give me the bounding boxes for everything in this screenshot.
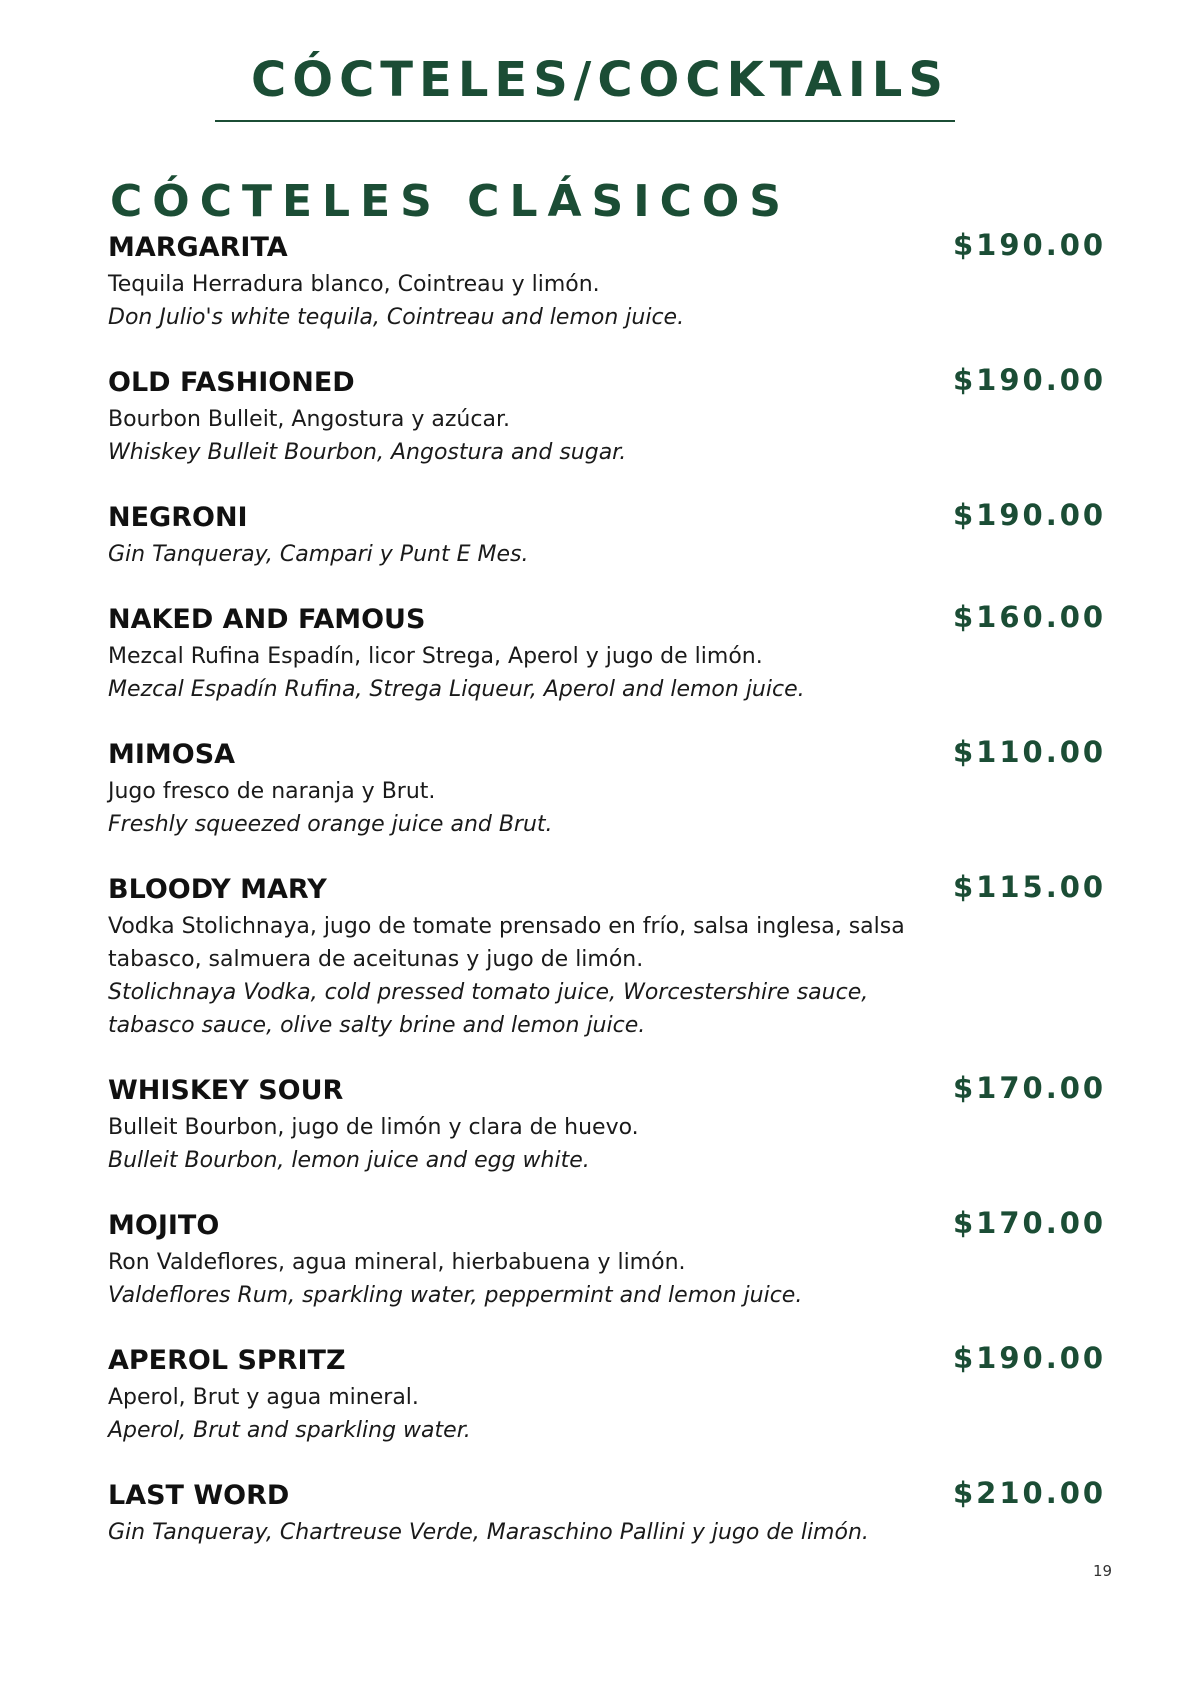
item-price: $160.00 bbox=[953, 600, 1107, 634]
item-name: OLD FASHIONED bbox=[108, 367, 355, 398]
item-description-es: Jugo fresco de naranja y Brut. bbox=[108, 779, 436, 804]
item-description-en: Mezcal Espadín Rufina, Strega Liqueur, Aperol and lemon juice. bbox=[108, 677, 805, 702]
title-divider bbox=[215, 120, 955, 122]
item-price: $170.00 bbox=[953, 1206, 1107, 1240]
item-name: WHISKEY SOUR bbox=[108, 1075, 344, 1106]
section-title: CÓCTELES CLÁSICOS bbox=[110, 176, 791, 227]
menu-item bbox=[108, 600, 1108, 706]
item-description: Gin Tanqueray, Campari y Punt E Mes. bbox=[108, 542, 529, 567]
item-price: $190.00 bbox=[953, 228, 1107, 262]
menu-item bbox=[108, 1206, 1108, 1312]
item-description-en: Aperol, Brut and sparkling water. bbox=[108, 1418, 471, 1443]
menu-item bbox=[108, 498, 1108, 571]
item-description-en: Whiskey Bulleit Bourbon, Angostura and sugar. bbox=[108, 440, 627, 465]
item-description-en: Valdeflores Rum, sparkling water, peppermint and lemon juice. bbox=[108, 1283, 803, 1308]
item-price: $190.00 bbox=[953, 363, 1107, 397]
item-description-es: Bourbon Bulleit, Angostura y azúcar. bbox=[108, 407, 510, 432]
cocktail-menu bbox=[108, 228, 1108, 1578]
item-name: LAST WORD bbox=[108, 1480, 290, 1511]
item-price: $190.00 bbox=[953, 1341, 1107, 1375]
item-price: $190.00 bbox=[953, 498, 1107, 532]
menu-item bbox=[108, 363, 1108, 469]
item-description-en: Freshly squeezed orange juice and Brut. bbox=[108, 812, 553, 837]
item-name: NAKED AND FAMOUS bbox=[108, 604, 426, 635]
menu-item bbox=[108, 228, 1108, 334]
item-price: $115.00 bbox=[953, 870, 1107, 904]
item-description-es: Ron Valdeflores, agua mineral, hierbabuena y limón. bbox=[108, 1250, 686, 1275]
menu-item bbox=[108, 1071, 1108, 1177]
item-price: $170.00 bbox=[953, 1071, 1107, 1105]
item-name: APEROL SPRITZ bbox=[108, 1345, 346, 1376]
item-price: $110.00 bbox=[953, 735, 1107, 769]
item-description-en: Don Julio's white tequila, Cointreau and lemon juice. bbox=[108, 305, 685, 330]
item-description-en: Bulleit Bourbon, lemon juice and egg white. bbox=[108, 1148, 590, 1173]
item-name: BLOODY MARY bbox=[108, 874, 327, 905]
item-description: Gin Tanqueray, Chartreuse Verde, Maraschino Pallini y jugo de limón. bbox=[108, 1520, 869, 1545]
item-description-es: Aperol, Brut y agua mineral. bbox=[108, 1385, 419, 1410]
item-name: NEGRONI bbox=[108, 502, 248, 533]
menu-item bbox=[108, 1341, 1108, 1447]
page-number: 19 bbox=[1093, 1562, 1113, 1580]
item-description-es: Tequila Herradura blanco, Cointreau y limón. bbox=[108, 272, 600, 297]
item-name: MOJITO bbox=[108, 1210, 220, 1241]
menu-item bbox=[108, 1476, 1108, 1549]
item-name: MARGARITA bbox=[108, 232, 288, 263]
menu-item bbox=[108, 735, 1108, 841]
item-description-en: Stolichnaya Vodka, cold pressed tomato juice, Worcestershire sauce, tabasco sauce, olive salty brine and lemon juice. bbox=[108, 980, 869, 1038]
item-price: $210.00 bbox=[953, 1476, 1107, 1510]
menu-item bbox=[108, 870, 1108, 1042]
item-name: MIMOSA bbox=[108, 739, 236, 770]
item-description-es: Bulleit Bourbon, jugo de limón y clara de huevo. bbox=[108, 1115, 639, 1140]
page-title: CÓCTELES/COCKTAILS bbox=[251, 52, 949, 108]
item-description-es: Vodka Stolichnaya, jugo de tomate prensado en frío, salsa inglesa, salsa tabasco, salmuera de aceitunas y jugo de limón. bbox=[108, 914, 905, 972]
item-description-es: Mezcal Rufina Espadín, licor Strega, Aperol y jugo de limón. bbox=[108, 644, 763, 669]
